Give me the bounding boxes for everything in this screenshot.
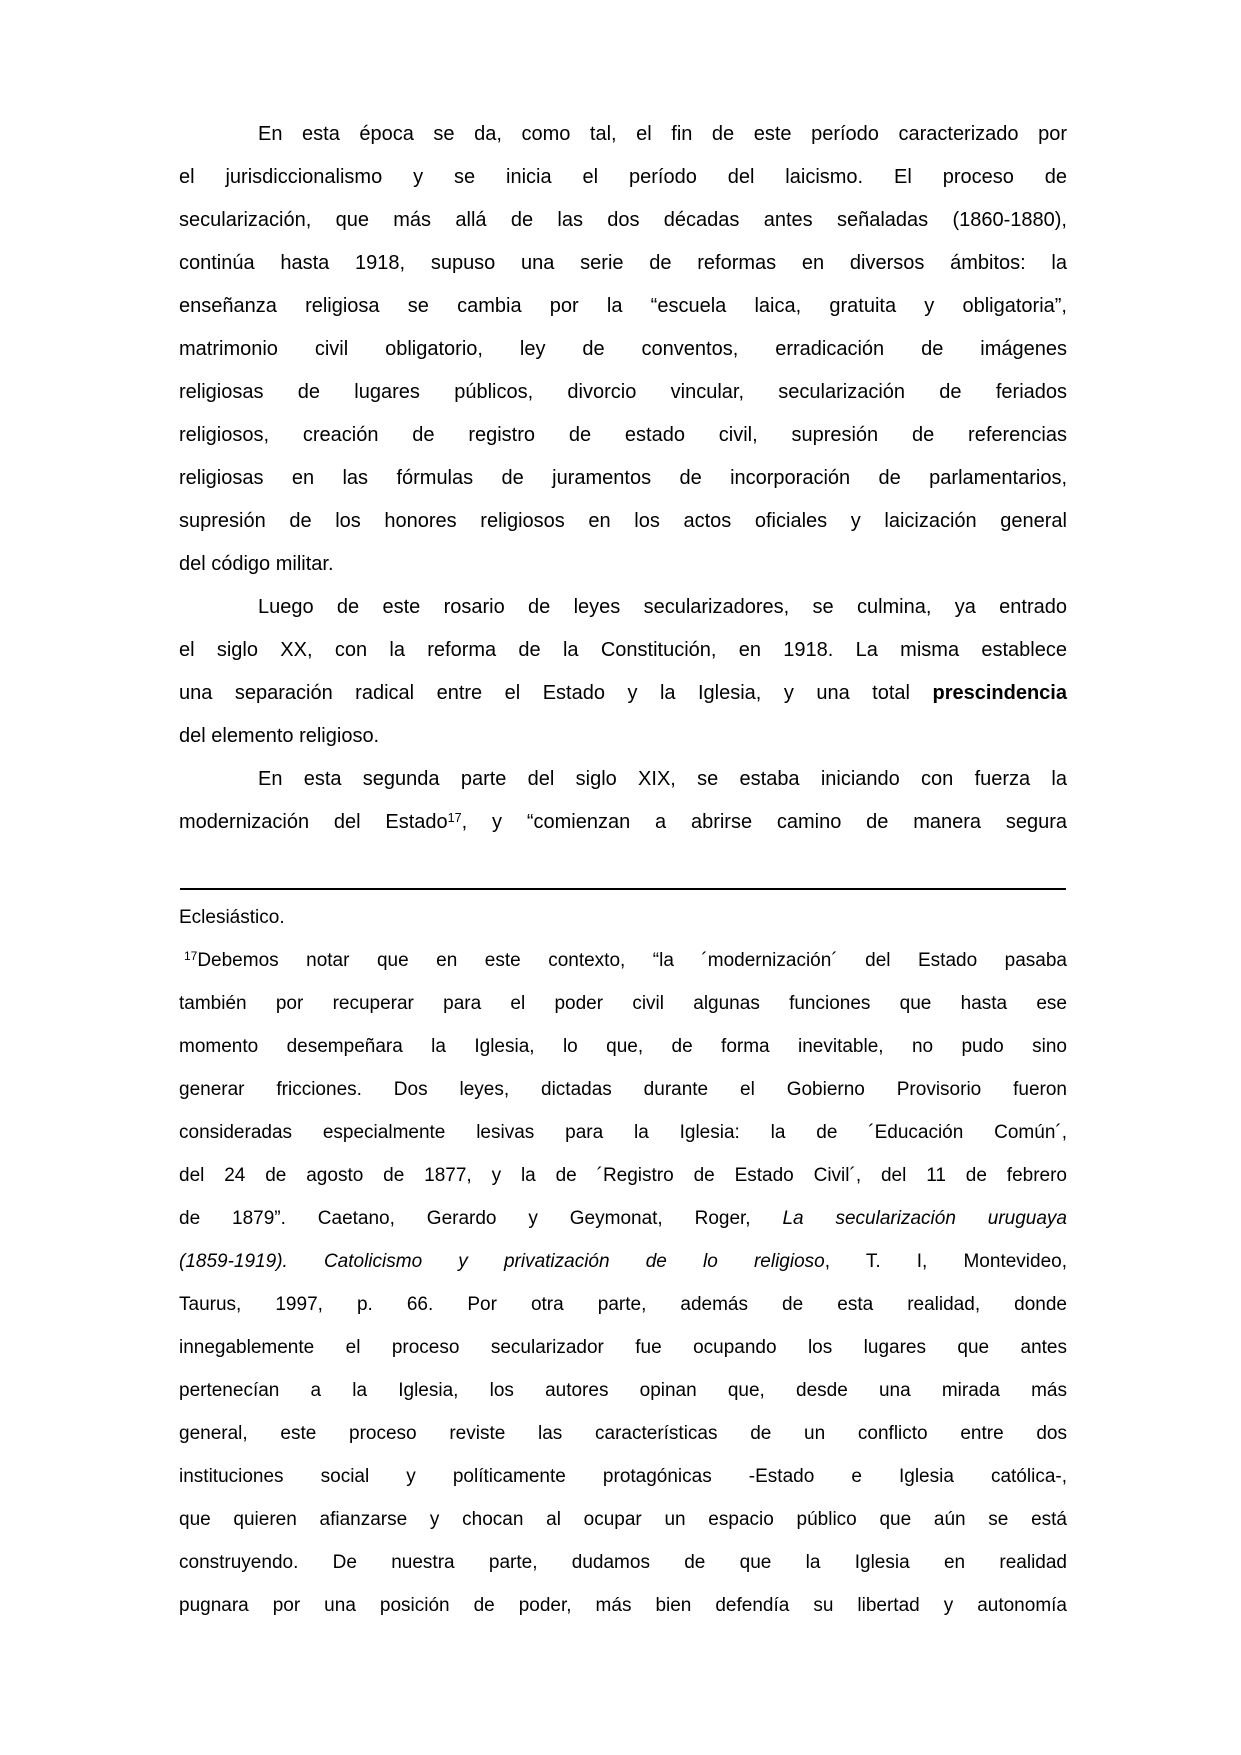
text-line [179, 1455, 1067, 1498]
text-segment: La secularización uruguaya [782, 1208, 1068, 1229]
text-segment: prescindencia [932, 682, 1067, 704]
text-segment: general, este proceso reviste las características de un conflicto entre dos [179, 1423, 1067, 1444]
text-line [179, 414, 1067, 457]
text-line [179, 1584, 1067, 1627]
text-segment: Debemos notar que en este contexto, “la ´modernización´ del Estado pasaba [197, 950, 1067, 971]
text-line [179, 1541, 1067, 1584]
text-line [179, 1283, 1067, 1326]
text-segment: religiosos, creación de registro de estado civil, supresión de referencias [179, 424, 1067, 446]
text-segment: Luego de este rosario de leyes secularizadores, se culmina, ya entrado [258, 596, 1067, 618]
text-line [179, 1068, 1067, 1111]
text-line [179, 896, 1067, 939]
text-segment: construyendo. De nuestra parte, dudamos de que la Iglesia en realidad [179, 1552, 1067, 1573]
text-segment: (1859-1919). Catolicismo y privatización de lo religioso [179, 1251, 825, 1272]
text-segment: enseñanza religiosa se cambia por la “escuela laica, gratuita y obligatoria”, [179, 295, 1067, 317]
text-line [179, 1025, 1067, 1068]
text-line [179, 586, 1067, 629]
text-line [179, 1154, 1067, 1197]
text-segment: instituciones social y políticamente protagónicas -Estado e Iglesia católica-, [179, 1466, 1067, 1487]
text-line [179, 1412, 1067, 1455]
text-segment: En esta época se da, como tal, el fin de este período caracterizado por [258, 123, 1067, 145]
text-segment: generar fricciones. Dos leyes, dictadas durante el Gobierno Provisorio fueron [179, 1079, 1067, 1100]
text-line [179, 285, 1067, 328]
text-segment: el jurisdiccionalismo y se inicia el período del laicismo. El proceso de [179, 166, 1067, 188]
text-segment: secularización, que más allá de las dos décadas antes señaladas (1860-1880), [179, 209, 1067, 231]
text-segment: del 24 de agosto de 1877, y la de ´Registro de Estado Civil´, del 11 de febrero [179, 1165, 1067, 1186]
text-line [179, 199, 1067, 242]
footnote-number-marker: 17 [184, 949, 198, 964]
text-segment: , y “comienzan a abrirse camino de manera segura [461, 811, 1067, 833]
text-line [179, 371, 1067, 414]
text-segment: consideradas especialmente lesivas para la Iglesia: la de ´Educación Común´, [179, 1122, 1067, 1143]
text-segment: , T. I, Montevideo, [824, 1251, 1067, 1272]
text-segment: Taurus, 1997, p. 66. Por otra parte, además de esta realidad, donde [179, 1294, 1067, 1315]
text-line [179, 457, 1067, 500]
text-line [179, 629, 1067, 672]
footnote-separator [180, 888, 1066, 890]
text-segment: pugnara por una posición de poder, más bien defendía su libertad y autonomía [179, 1595, 1067, 1616]
text-segment: innegablemente el proceso secularizador fue ocupando los lugares que antes [179, 1337, 1067, 1358]
text-segment: En esta segunda parte del siglo XIX, se estaba iniciando con fuerza la [258, 768, 1067, 790]
text-line [179, 1369, 1067, 1412]
text-line [179, 242, 1067, 285]
text-line [179, 543, 1067, 586]
text-segment: continúa hasta 1918, supuso una serie de reformas en diversos ámbitos: la [179, 252, 1067, 274]
text-segment: religiosas en las fórmulas de juramentos de incorporación de parlamentarios, [179, 467, 1067, 489]
text-segment: religiosas de lugares públicos, divorcio vincular, secularización de feriados [179, 381, 1067, 403]
text-segment: supresión de los honores religiosos en los actos oficiales y laicización general [179, 510, 1067, 532]
text-line [179, 715, 1067, 758]
text-line [179, 328, 1067, 371]
text-line [179, 801, 1067, 844]
text-segment: matrimonio civil obligatorio, ley de conventos, erradicación de imágenes [179, 338, 1067, 360]
text-line [179, 1326, 1067, 1369]
text-segment: también por recuperar para el poder civil algunas funciones que hasta ese [179, 993, 1067, 1014]
footnote-reference-marker: 17 [447, 810, 462, 825]
text-segment: que quieren afianzarse y chocan al ocupar un espacio público que aún se está [179, 1509, 1067, 1530]
text-segment: el siglo XX, con la reforma de la Constitución, en 1918. La misma establece [179, 639, 1067, 661]
text-line [179, 939, 1067, 982]
text-segment: momento desempeñara la Iglesia, lo que, de forma inevitable, no pudo sino [179, 1036, 1067, 1057]
text-line [179, 1197, 1067, 1240]
text-segment: del código militar. [179, 553, 334, 575]
text-line [179, 1111, 1067, 1154]
text-line [179, 1240, 1067, 1283]
text-line [179, 758, 1067, 801]
text-line [179, 672, 1067, 715]
text-line [179, 113, 1067, 156]
text-segment: pertenecían a la Iglesia, los autores opinan que, desde una mirada más [179, 1380, 1067, 1401]
text-segment: modernización del Estado [179, 811, 448, 833]
body-text [179, 113, 1067, 844]
footnote-area [179, 896, 1067, 1627]
text-segment: del elemento religioso. [179, 725, 380, 747]
text-segment: Eclesiástico. [179, 907, 285, 928]
text-line [179, 1498, 1067, 1541]
text-segment: una separación radical entre el Estado y la Iglesia, y una total [179, 682, 933, 704]
text-line [179, 156, 1067, 199]
text-segment: de 1879”. Caetano, Gerardo y Geymonat, Roger, [179, 1208, 783, 1229]
text-line [179, 982, 1067, 1025]
text-line [179, 500, 1067, 543]
